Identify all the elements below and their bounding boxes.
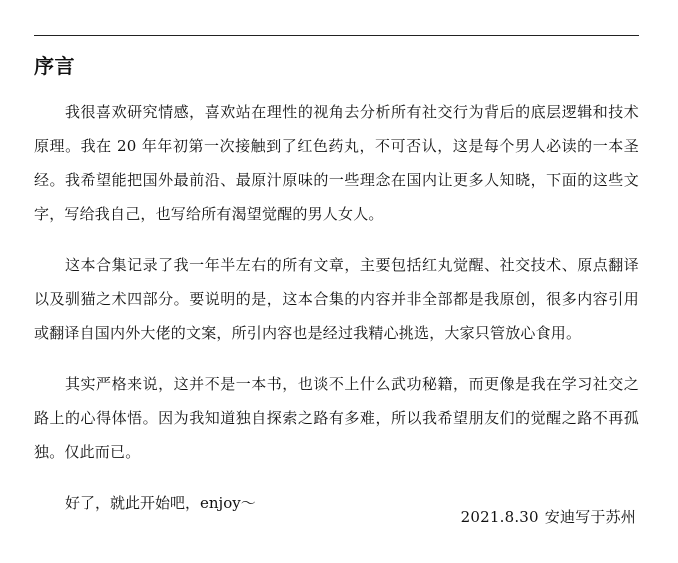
header-rule (34, 35, 639, 36)
paragraph-4: 好了，就此开始吧，enjoy～ (65, 494, 256, 512)
paragraph-1: 我很喜欢研究情感，喜欢站在理性的视角去分析所有社交行为背后的底层逻辑和技术原理。我在 20 年年初第一次接触到了红色药丸，不可否认，这是每个男人必读的一本圣经。我希望能把国外最前沿、最原汁原味的一些理念在国内让更多人知晓，下面的这些文字，写给我自己，也写给所有渴望觉醒的男人女人。 (34, 103, 639, 223)
signature-author: 安迪写于苏州 (544, 508, 636, 526)
preface-body (34, 95, 639, 520)
signature (461, 503, 636, 531)
paragraph-2: 这本合集记录了我一年半左右的所有文章，主要包括红丸觉醒、社交技术、原点翻译以及驯猫之术四部分。要说明的是，这本合集的内容并非全部都是我原创，很多内容引用或翻译自国内外大佬的文案，所引内容也是经过我精心挑选，大家只管放心食用。 (34, 256, 639, 342)
signature-date: 2021.8.30 (460, 508, 539, 526)
paragraph-3: 其实严格来说，这并不是一本书，也谈不上什么武功秘籍，而更像是我在学习社交之路上的心得体悟。因为我知道独自探索之路有多难，所以我希望朋友们的觉醒之路不再孤独。仅此而已。 (34, 375, 639, 461)
page-title: 序言 (34, 54, 75, 78)
